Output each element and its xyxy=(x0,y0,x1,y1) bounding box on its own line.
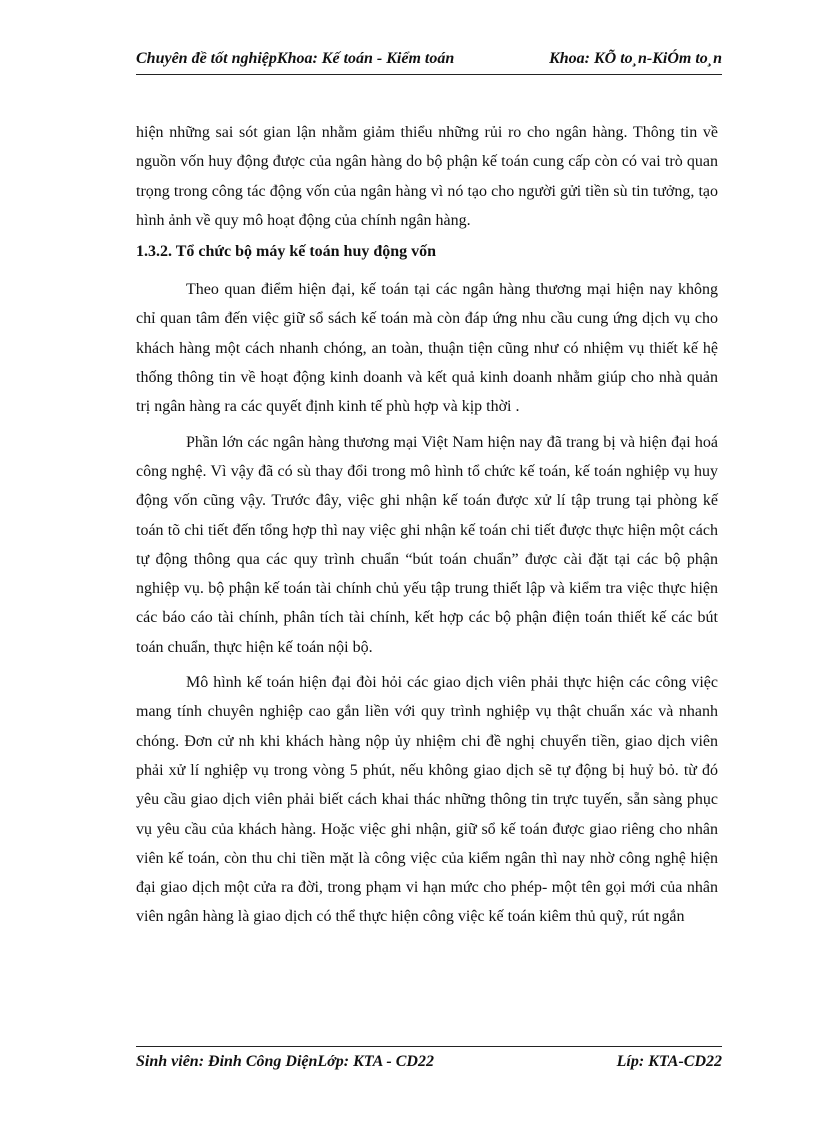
page-header xyxy=(136,48,722,75)
paragraph-technology: Phần lớn các ngân hàng thương mại Việt Nam hiện nay đã trang bị và hiện đại hoá công nghệ. Vì vậy đã có sù thay đổi trong mô hình tổ chức kế toán, kế toán nghiệp vụ huy động vốn cũng vậy. Trước đây, việc ghi nhận kế toán được xử lí tập trung tại phòng kế toán tõ chi tiết đến tổng hợp thì nay việc ghi nhận kế toán chi tiết được thực hiện một cách tự động thông qua các quy trình chuẩn “bút toán chuẩn” được cài đặt tại các bộ phận nghiệp vụ. bộ phận kế toán tài chính chủ yếu tập trung thiết lập và kiểm tra việc thực hiện các báo cáo tài chính, phân tích tài chính, kết hợp các bộ phận điện toán thiết kế các bút toán chuẩn, thực hiện kế toán nội bộ. xyxy=(136,433,718,656)
footer-left-text: Sinh viên: Đinh Công DiệnLớp: KTA - CD22 xyxy=(136,1053,434,1070)
paragraph-modern-accounting: Theo quan điểm hiện đại, kế toán tại các ngân hàng thương mại hiện nay không chỉ quan tâm đến việc giữ sổ sách kế toán mà còn đáp ứng nhu cầu cung ứng dịch vụ cho khách hàng một cách nhanh chóng, an toàn, thuận tiện cũng như có nhiệm vụ thiết kế hệ thống thông tin về hoạt động kinh doanh và kết quả kinh doanh nhằm giúp cho nhà quản trị ngân hàng ra các quyết định kinh tế phù hợp và kịp thời . xyxy=(136,281,718,416)
document-body xyxy=(136,118,718,938)
page-footer xyxy=(136,1046,722,1077)
paragraph-continuation: hiện những sai sót gian lận nhằm giảm thiểu những rủi ro cho ngân hàng. Thông tin về nguồn vốn huy động được của ngân hàng do bộ phận kế toán cung cấp còn có vai trò quan trọng trong công tác động vốn của ngân hàng vì nó tạo cho người gửi tiền sù tin tưởng, tạo hình ảnh về quy mô hoạt động của chính ngân hàng. xyxy=(136,124,718,229)
header-right-text: Khoa: KÕ to¸n-KiÓm to¸n xyxy=(549,50,722,67)
header-left-text: Chuyên đề tốt nghiệpKhoa: Kế toán - Kiểm toán xyxy=(136,50,455,67)
paragraph-teller-model: Mô hình kế toán hiện đại đòi hỏi các giao dịch viên phải thực hiện các công việc mang tính chuyên nghiệp cao gắn liền với quy trình nghiệp vụ thật chuẩn xác và nhanh chóng. Đơn cử nh khi khách hàng nộp ủy nhiệm chi đề nghị chuyển tiền, giao dịch viên phải xử lí nghiệp vụ trong vòng 5 phút, nếu không giao dịch sẽ tự động bị huỷ bỏ. từ đó yêu cầu giao dịch viên phải biết cách khai thác những thông tin trực tuyến, sẵn sàng phục vụ yêu cầu của khách hàng. Hoặc việc ghi nhận, giữ sổ kế toán được giao riêng cho nhân viên kế toán, còn thu chi tiền mặt là công việc của kiểm ngân thì nay nhờ công nghệ hiện đại giao dịch một cửa ra đời, trong phạm vi hạn mức cho phép- một tên gọi mới của nhân viên ngân hàng là giao dịch có thể thực hiện công việc kế toán kiêm thủ quỹ, rút ngắn xyxy=(136,674,718,926)
section-heading: 1.3.2. Tổ chức bộ máy kế toán huy động vốn xyxy=(136,243,437,261)
footer-right-text: Líp: KTA-CD22 xyxy=(616,1053,722,1070)
